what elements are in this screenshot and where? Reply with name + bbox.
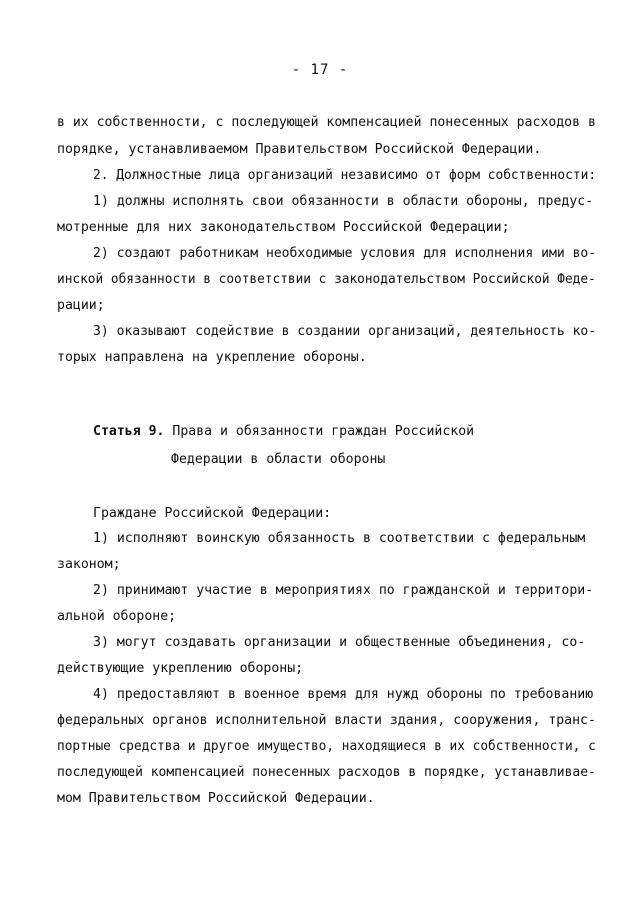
clause-2-heading: 2. Должностные лица организаций независимо от форм собственности: <box>93 168 597 183</box>
clause-2-item-2-line-3: рации; <box>57 298 105 313</box>
page-number: - 17 - <box>291 62 349 78</box>
article-9-item-4-line-1: 4) предоставляют в военное время для нужд обороны по требованию <box>93 687 594 702</box>
clause-2-item-3-line-1: 3) оказывают содействие в создании организаций, деятельность ко- <box>93 324 597 339</box>
clause-2-item-2-line-1: 2) создают работникам необходимые условия для исполнения ими во- <box>93 246 597 261</box>
article-9-item-4-line-3: портные средства и другое имущество, находящиеся в их собственности, с <box>57 739 596 754</box>
clause-2-item-3-line-2: торых направлена на укрепление обороны. <box>57 350 367 365</box>
continued-paragraph-line-2: порядке, устанавливаемом Правительством Российской Федерации. <box>57 142 542 157</box>
article-9-intro: Граждане Российской Федерации: <box>93 506 332 521</box>
article-9-item-4-line-2: федеральных органов исполнительной власти здания, сооружения, транс- <box>57 713 596 728</box>
article-9-title-line-2: Федерации в области обороны <box>171 452 386 467</box>
article-9-item-1-line-2: законом; <box>57 557 121 572</box>
article-9-item-3-line-2: действующие укреплению обороны; <box>57 661 304 676</box>
clause-2-item-1-line-2: мотренные для них законодательством Российской Федерации; <box>57 220 510 235</box>
continued-paragraph-line-1: в их собственности, с последующей компенсацией понесенных расходов в <box>57 115 596 130</box>
article-9-item-2-line-2: альной обороне; <box>57 609 177 624</box>
article-9-title-line-1 <box>93 422 474 442</box>
article-9-title-text: Права и обязанности граждан Российской <box>164 424 475 439</box>
article-9-item-3-line-1: 3) могут создавать организации и общественные объединения, со- <box>93 635 586 650</box>
clause-2-item-2-line-2: инской обязанности в соответствии с законодательством Российской Феде- <box>57 272 596 287</box>
clause-2-item-1-line-1: 1) должны исполнять свои обязанности в области обороны, предус- <box>93 194 594 209</box>
article-9-item-1-line-1: 1) исполняют воинскую обязанность в соответствии с федеральным <box>93 531 586 546</box>
article-9-item-4-line-5: мом Правительством Российской Федерации. <box>57 791 375 806</box>
article-9-number: Статья 9. <box>93 424 165 439</box>
article-9-item-2-line-1: 2) принимают участие в мероприятиях по гражданской и территори- <box>93 583 594 598</box>
article-9-item-4-line-4: последующей компенсацией понесенных расходов в порядке, устанавливае- <box>57 765 596 780</box>
